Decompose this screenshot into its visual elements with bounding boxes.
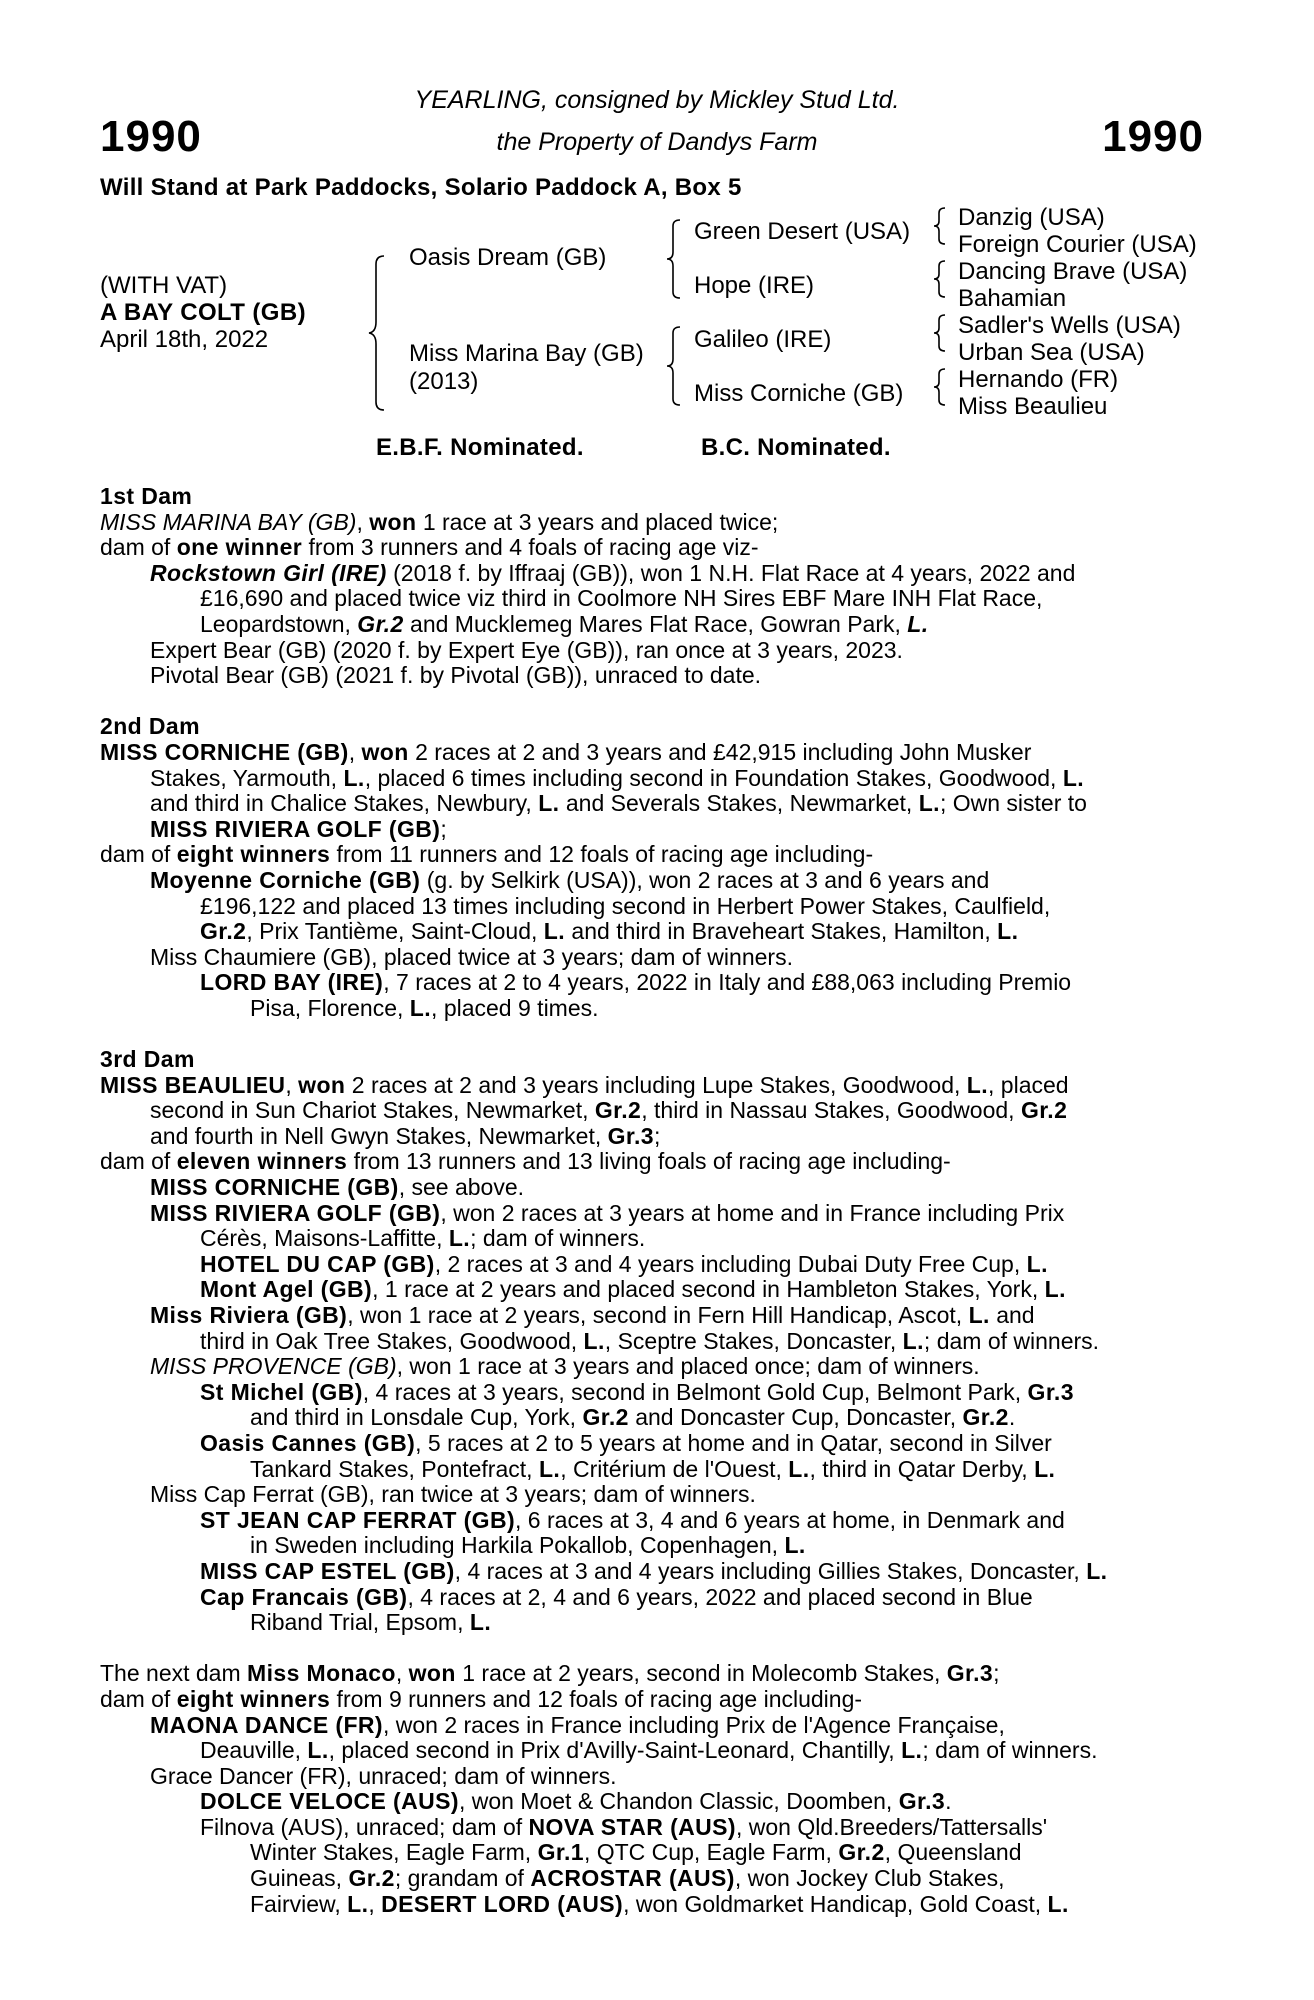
record-text: , 4 races at 3 and 4 years including Gillies Stakes, Doncaster, xyxy=(454,1557,1087,1584)
record-line xyxy=(100,586,1204,612)
ds-sire: Sadler's Wells (USA) xyxy=(958,312,1181,339)
record-text: , won Moet & Chandon Classic, Doomben, xyxy=(458,1788,899,1815)
record-line xyxy=(100,791,1204,817)
record-text: third in Oak Tree Stakes, Goodwood, xyxy=(200,1327,584,1354)
record-text: Oasis Cannes (GB) xyxy=(200,1429,416,1456)
record-text: and Mucklemeg Mares Flat Race, Gowran Park, xyxy=(403,610,908,637)
sd-dam: Bahamian xyxy=(958,285,1067,312)
record-text: Gr.3 xyxy=(1027,1378,1074,1405)
record-line xyxy=(100,561,1204,587)
record-text: L. xyxy=(343,764,365,791)
record-text: MISS CORNICHE (GB) xyxy=(100,738,349,765)
record-text: , see above. xyxy=(398,1174,525,1201)
record-line xyxy=(100,1815,1204,1841)
record-text: L. xyxy=(543,918,566,945)
record-line xyxy=(100,868,1204,894)
record-text: from 11 runners and 12 foals of racing age including- xyxy=(330,841,874,868)
record-text: Cap Francais (GB) xyxy=(200,1583,408,1610)
record-text: Deauville, xyxy=(200,1737,308,1764)
record-line xyxy=(100,996,1204,1022)
record-line xyxy=(100,1431,1204,1457)
record-text: and fourth in Nell Gwyn Stakes, Newmarket, xyxy=(150,1122,608,1149)
record-text: Gr.2 xyxy=(200,918,247,945)
record-text: and xyxy=(989,1302,1035,1328)
pedigree-bracket-sd xyxy=(933,259,949,299)
record-text: , won 2 races at 3 years at home and in France including Prix xyxy=(440,1199,1065,1226)
record-text: won xyxy=(369,508,417,535)
record-line xyxy=(100,1124,1204,1150)
ss-dam: Foreign Courier (USA) xyxy=(958,231,1197,258)
record-text: 2 races at 2 and 3 years including Lupe Stakes, Goodwood, xyxy=(345,1071,967,1098)
record-text: , won 2 races in France including Prix de l'Agence Française, xyxy=(382,1711,1005,1738)
record-text: eight winners xyxy=(176,841,331,868)
record-text: , third in Nassau Stakes, Goodwood, xyxy=(641,1097,1021,1124)
stand-location: Will Stand at Park Paddocks, Solario Paddock A, Box 5 xyxy=(100,174,742,201)
record-line xyxy=(100,1661,1204,1687)
record-text: won xyxy=(361,738,409,765)
record-text: from 9 runners and 12 foals of racing age including- xyxy=(330,1685,863,1712)
lot-name: A BAY COLT (GB) xyxy=(100,299,307,326)
record-line xyxy=(100,1866,1204,1892)
record-text: L. xyxy=(1086,1557,1108,1584)
vat-label: (WITH VAT) xyxy=(100,272,228,299)
record-text: Gr.1 xyxy=(537,1839,584,1866)
record-text: , xyxy=(348,738,362,765)
record-line xyxy=(100,1303,1204,1329)
record-text: second in Sun Chariot Stakes, Newmarket, xyxy=(150,1097,595,1124)
record-text: £196,122 and placed 13 times including second in Herbert Power Stakes, Caulfield, xyxy=(200,892,1051,919)
record-text: L. xyxy=(968,1302,990,1328)
record-text: MISS CAP ESTEL (GB) xyxy=(200,1557,455,1584)
section-heading: 2nd Dam xyxy=(100,713,200,740)
record-text: Moyenne Corniche (GB) xyxy=(150,866,421,893)
record-text: , won Qld.Breeders/Tattersalls' xyxy=(735,1813,1048,1840)
record-line xyxy=(100,740,1204,766)
record-text: , placed 6 times including second in Foundation Stakes, Goodwood, xyxy=(364,764,1063,791)
record-line xyxy=(100,1098,1204,1124)
record-text: Fairview, xyxy=(250,1890,348,1917)
pedigree-bracket-sire xyxy=(666,218,686,300)
record-text: MISS BEAULIEU xyxy=(100,1071,286,1098)
record-line xyxy=(100,1892,1204,1918)
record-text: MISS RIVIERA GOLF (GB) xyxy=(150,1199,441,1226)
record-line xyxy=(100,612,1204,638)
record-line xyxy=(100,1585,1204,1611)
record-text: Gr.3 xyxy=(607,1122,654,1149)
record-line xyxy=(100,970,1204,996)
record-text: ; grandam of xyxy=(394,1865,531,1892)
record-text: L. xyxy=(907,610,929,637)
record-text: , won 1 race at 2 years, second in Fern Hill Handicap, Ascot, xyxy=(347,1302,969,1328)
record-line xyxy=(100,1252,1204,1278)
record-text: and third in Braveheart Stakes, Hamilton, xyxy=(565,918,998,945)
dam-dam: Miss Corniche (GB) xyxy=(694,380,904,407)
record-text: MISS MARINA BAY (GB) xyxy=(100,508,357,535)
record-text: ; xyxy=(993,1660,1000,1687)
record-text: DOLCE VELOCE (AUS) xyxy=(200,1788,459,1815)
record-text: L. xyxy=(409,994,432,1021)
record-line xyxy=(100,945,1204,971)
record-line xyxy=(100,817,1204,843)
record-text: L. xyxy=(448,1225,471,1252)
record-text: ; xyxy=(440,815,447,842)
record-text: St Michel (GB) xyxy=(200,1378,363,1405)
lot-number-right: 1990 xyxy=(1102,112,1204,161)
record-text: , placed 9 times. xyxy=(431,994,599,1021)
record-line xyxy=(100,1277,1204,1303)
record-text: and third in Lonsdale Cup, York, xyxy=(250,1404,583,1431)
record-text: , QTC Cup, Eagle Farm, xyxy=(583,1839,839,1866)
dd-sire: Hernando (FR) xyxy=(958,366,1119,393)
record-text: , xyxy=(395,1660,409,1687)
section-3 xyxy=(100,1047,1204,1636)
record-text: Miss Cap Ferrat (GB), ran twice at 3 years; dam of winners. xyxy=(150,1481,756,1508)
record-line xyxy=(100,766,1204,792)
record-text: ; dam of winners. xyxy=(923,1327,1100,1354)
record-text: , 1 race at 2 years and placed second in Hambleton Stakes, York, xyxy=(372,1276,1045,1303)
record-text: Grace Dancer (FR), unraced; dam of winners. xyxy=(150,1762,617,1789)
record-text: L. xyxy=(538,1455,561,1482)
record-text: , won Jockey Club Stakes, xyxy=(734,1865,1005,1892)
record-text: and Doncaster Cup, Doncaster, xyxy=(628,1404,963,1431)
record-text: Mont Agel (GB) xyxy=(200,1276,373,1303)
record-text: won xyxy=(298,1071,346,1098)
record-text: Gr.2 xyxy=(1020,1097,1068,1124)
record-line xyxy=(100,1201,1204,1227)
record-text: Winter Stakes, Eagle Farm, xyxy=(250,1839,538,1866)
record-text: , xyxy=(368,1890,382,1917)
foaling-date: April 18th, 2022 xyxy=(100,326,269,353)
record-text: Gr.2 xyxy=(582,1404,629,1431)
record-text: Gr.3 xyxy=(946,1660,994,1687)
record-text: Guineas, xyxy=(250,1865,349,1892)
record-line xyxy=(100,1610,1204,1636)
record-line xyxy=(100,1175,1204,1201)
record-text: one winner xyxy=(176,534,303,561)
record-text: Gr.2 xyxy=(348,1865,395,1892)
dam-sire: Galileo (IRE) xyxy=(694,326,832,353)
record-text: , 4 races at 3 years, second in Belmont Gold Cup, Belmont Park, xyxy=(362,1378,1028,1405)
section-1 xyxy=(100,484,1204,689)
record-text: L. xyxy=(469,1609,492,1636)
record-text: ; xyxy=(654,1122,661,1149)
dam-birth-year: (2013) xyxy=(409,368,479,395)
record-text: Filnova (AUS), unraced; dam of xyxy=(200,1813,529,1840)
record-text: ; Own sister to xyxy=(939,790,1087,817)
record-text: L. xyxy=(966,1071,989,1098)
record-text: 1 race at 3 years and placed twice; xyxy=(416,508,779,535)
record-text: Gr.2 xyxy=(962,1404,1009,1431)
record-text: Pivotal Bear (GB) (2021 f. by Pivotal (GB)), unraced to date. xyxy=(150,662,762,689)
record-text: (g. by Selkirk (USA)), won 2 races at 3 and 6 years and xyxy=(420,866,990,893)
record-text: L. xyxy=(918,790,940,817)
record-text: Pisa, Florence, xyxy=(250,994,410,1021)
record-text: ACROSTAR (AUS) xyxy=(530,1865,735,1892)
record-line xyxy=(100,1380,1204,1406)
record-text: Miss Chaumiere (GB), placed twice at 3 years; dam of winners. xyxy=(150,943,793,970)
record-text: HOTEL DU CAP (GB) xyxy=(200,1250,435,1277)
record-text: from 13 runners and 13 living foals of racing age including- xyxy=(347,1148,951,1175)
record-text: and third in Chalice Stakes, Newbury, xyxy=(150,790,539,817)
record-line xyxy=(100,1073,1204,1099)
record-text: NOVA STAR (AUS) xyxy=(528,1813,736,1840)
record-text: 1 race at 2 years, second in Molecomb Stakes, xyxy=(455,1660,947,1687)
record-line xyxy=(100,842,1204,868)
record-text: Gr.2 xyxy=(357,610,404,637)
record-line xyxy=(100,1508,1204,1534)
record-text: L. xyxy=(784,1532,806,1559)
record-text: Gr.2 xyxy=(838,1839,885,1866)
record-text: L. xyxy=(901,1737,923,1764)
record-text: from 3 runners and 4 foals of racing age viz- xyxy=(302,534,759,561)
record-line xyxy=(100,1354,1204,1380)
record-line xyxy=(100,535,1204,561)
pedigree-bracket-ss xyxy=(933,206,949,246)
record-text: , won Goldmarket Handicap, Gold Coast, xyxy=(623,1890,1048,1917)
record-text: eight winners xyxy=(176,1685,331,1712)
record-text: and Severals Stakes, Newmarket, xyxy=(559,790,919,817)
record-line xyxy=(100,1329,1204,1355)
record-text: dam of xyxy=(100,1148,177,1175)
record-text: Expert Bear (GB) (2020 f. by Expert Eye (GB)), ran once at 3 years, 2023. xyxy=(150,636,903,663)
record-line xyxy=(100,638,1204,664)
record-text: , placed xyxy=(988,1071,1069,1098)
dd-dam: Miss Beaulieu xyxy=(958,393,1108,420)
pedigree-bracket-dam xyxy=(666,325,686,407)
record-line xyxy=(100,1405,1204,1431)
record-text: L. xyxy=(1044,1276,1066,1303)
record-text: ; dam of winners. xyxy=(922,1737,1098,1764)
record-text: , third in Qatar Derby, xyxy=(809,1455,1035,1482)
record-text: MAONA DANCE (FR) xyxy=(150,1711,383,1738)
record-text: L. xyxy=(1062,764,1085,791)
record-text: Gr.3 xyxy=(898,1788,946,1815)
record-line xyxy=(100,894,1204,920)
record-text: in Sweden including Harkila Pokallob, Copenhagen, xyxy=(250,1532,785,1559)
dam-name: Miss Marina Bay (GB) xyxy=(409,340,644,367)
record-text: dam of xyxy=(100,1685,177,1712)
record-text: L. xyxy=(307,1737,329,1764)
consignor-line: YEARLING, consigned by Mickley Stud Ltd. xyxy=(414,86,900,114)
record-text: £16,690 and placed twice viz third in Coolmore NH Sires EBF Mare INH Flat Race, xyxy=(200,585,1043,612)
record-text: . xyxy=(1008,1404,1016,1431)
record-text: , xyxy=(356,508,370,535)
sire-sire: Green Desert (USA) xyxy=(694,218,911,245)
record-text: L. xyxy=(583,1327,605,1354)
record-line xyxy=(100,1533,1204,1559)
record-text: L. xyxy=(902,1327,924,1354)
record-line xyxy=(100,1687,1204,1713)
section-heading: 1st Dam xyxy=(100,483,193,509)
ds-dam: Urban Sea (USA) xyxy=(958,339,1145,366)
record-text: Gr.2 xyxy=(594,1097,642,1124)
record-text: L. xyxy=(788,1455,810,1482)
ss-sire: Danzig (USA) xyxy=(958,204,1105,231)
record-line xyxy=(100,1559,1204,1585)
sd-sire: Dancing Brave (USA) xyxy=(958,258,1188,285)
sire-dam: Hope (IRE) xyxy=(694,272,815,299)
record-text: , 7 races at 2 to 4 years, 2022 in Italy and £88,063 including Premio xyxy=(383,969,1072,996)
record-text: Cérès, Maisons-Laffitte, xyxy=(200,1225,449,1252)
pedigree-bracket-main xyxy=(368,254,392,412)
record-line xyxy=(100,1789,1204,1815)
record-text: , Sceptre Stakes, Doncaster, xyxy=(604,1327,903,1354)
record-text: dam of xyxy=(100,841,177,868)
record-line xyxy=(100,919,1204,945)
record-text: , 6 races at 3, 4 and 6 years at home, in Denmark and xyxy=(515,1506,1065,1533)
record-text: L. xyxy=(347,1890,369,1917)
record-text: , 2 races at 3 and 4 years including Dubai Duty Free Cup, xyxy=(434,1250,1027,1277)
pedigree-bracket-dd xyxy=(933,367,949,407)
record-text: , placed second in Prix d'Avilly-Saint-Leonard, Chantilly, xyxy=(328,1737,902,1764)
record-text: MISS CORNICHE (GB) xyxy=(150,1174,399,1201)
property-line: the Property of Dandys Farm xyxy=(496,128,818,156)
record-text: L. xyxy=(1026,1250,1048,1277)
record-line xyxy=(100,1840,1204,1866)
record-text: . xyxy=(945,1788,952,1815)
section-4 xyxy=(100,1661,1204,1917)
record-line xyxy=(100,1457,1204,1483)
record-text: , 4 races at 2, 4 and 6 years, 2022 and placed second in Blue xyxy=(407,1583,1033,1610)
produce-records xyxy=(100,484,1204,1917)
record-line xyxy=(100,1226,1204,1252)
record-line xyxy=(100,663,1204,689)
record-line xyxy=(100,510,1204,536)
record-text: L. xyxy=(538,790,560,817)
record-text: 2 races at 2 and 3 years and £42,915 including John Musker xyxy=(408,738,1032,765)
record-text: , won 1 race at 3 years and placed once; dam of winners. xyxy=(396,1353,980,1380)
record-text: dam of xyxy=(100,534,177,561)
record-text: won xyxy=(408,1660,456,1687)
record-text: Stakes, Yarmouth, xyxy=(150,764,344,791)
bc-nomination: B.C. Nominated. xyxy=(701,434,891,461)
record-text: L. xyxy=(1047,1890,1069,1917)
record-line xyxy=(100,1149,1204,1175)
record-text: LORD BAY (IRE) xyxy=(200,969,384,996)
record-text: eleven winners xyxy=(176,1148,348,1175)
record-text: , Queensland xyxy=(884,1839,1022,1866)
record-text: , Prix Tantième, Saint-Cloud, xyxy=(246,918,544,945)
record-text: Rockstown Girl (IRE) xyxy=(150,559,387,586)
record-text: Miss Monaco xyxy=(247,1660,396,1687)
record-text: MISS RIVIERA GOLF (GB) xyxy=(150,815,441,842)
record-text: Tankard Stakes, Pontefract, xyxy=(250,1455,539,1482)
ebf-nomination: E.B.F. Nominated. xyxy=(376,434,584,461)
record-text: ST JEAN CAP FERRAT (GB) xyxy=(200,1506,516,1533)
record-text: DESERT LORD (AUS) xyxy=(381,1890,624,1917)
pedigree-bracket-ds xyxy=(933,313,949,353)
record-line xyxy=(100,1713,1204,1739)
record-text: (2018 f. by Iffraaj (GB)), won 1 N.H. Flat Race at 4 years, 2022 and xyxy=(386,559,1076,586)
section-2 xyxy=(100,714,1204,1021)
record-text: , 5 races at 2 to 5 years at home and in Qatar, second in Silver xyxy=(415,1429,1052,1456)
record-text: The next dam xyxy=(100,1660,248,1687)
record-text: , Critérium de l'Ouest, xyxy=(560,1455,789,1482)
record-text: L. xyxy=(997,918,1019,945)
record-text: Miss Riviera (GB) xyxy=(150,1302,348,1328)
record-line xyxy=(100,1482,1204,1508)
lot-number-left: 1990 xyxy=(100,112,202,161)
record-line xyxy=(100,1738,1204,1764)
record-text: , xyxy=(285,1071,299,1098)
record-text: ; dam of winners. xyxy=(470,1225,646,1252)
record-text: Riband Trial, Epsom, xyxy=(250,1609,470,1636)
record-text: Leopardstown, xyxy=(200,610,358,637)
sire-name: Oasis Dream (GB) xyxy=(409,244,607,271)
record-line xyxy=(100,1764,1204,1790)
record-text: MISS PROVENCE (GB) xyxy=(150,1353,397,1380)
section-heading: 3rd Dam xyxy=(100,1046,195,1073)
record-text: L. xyxy=(1034,1455,1056,1482)
